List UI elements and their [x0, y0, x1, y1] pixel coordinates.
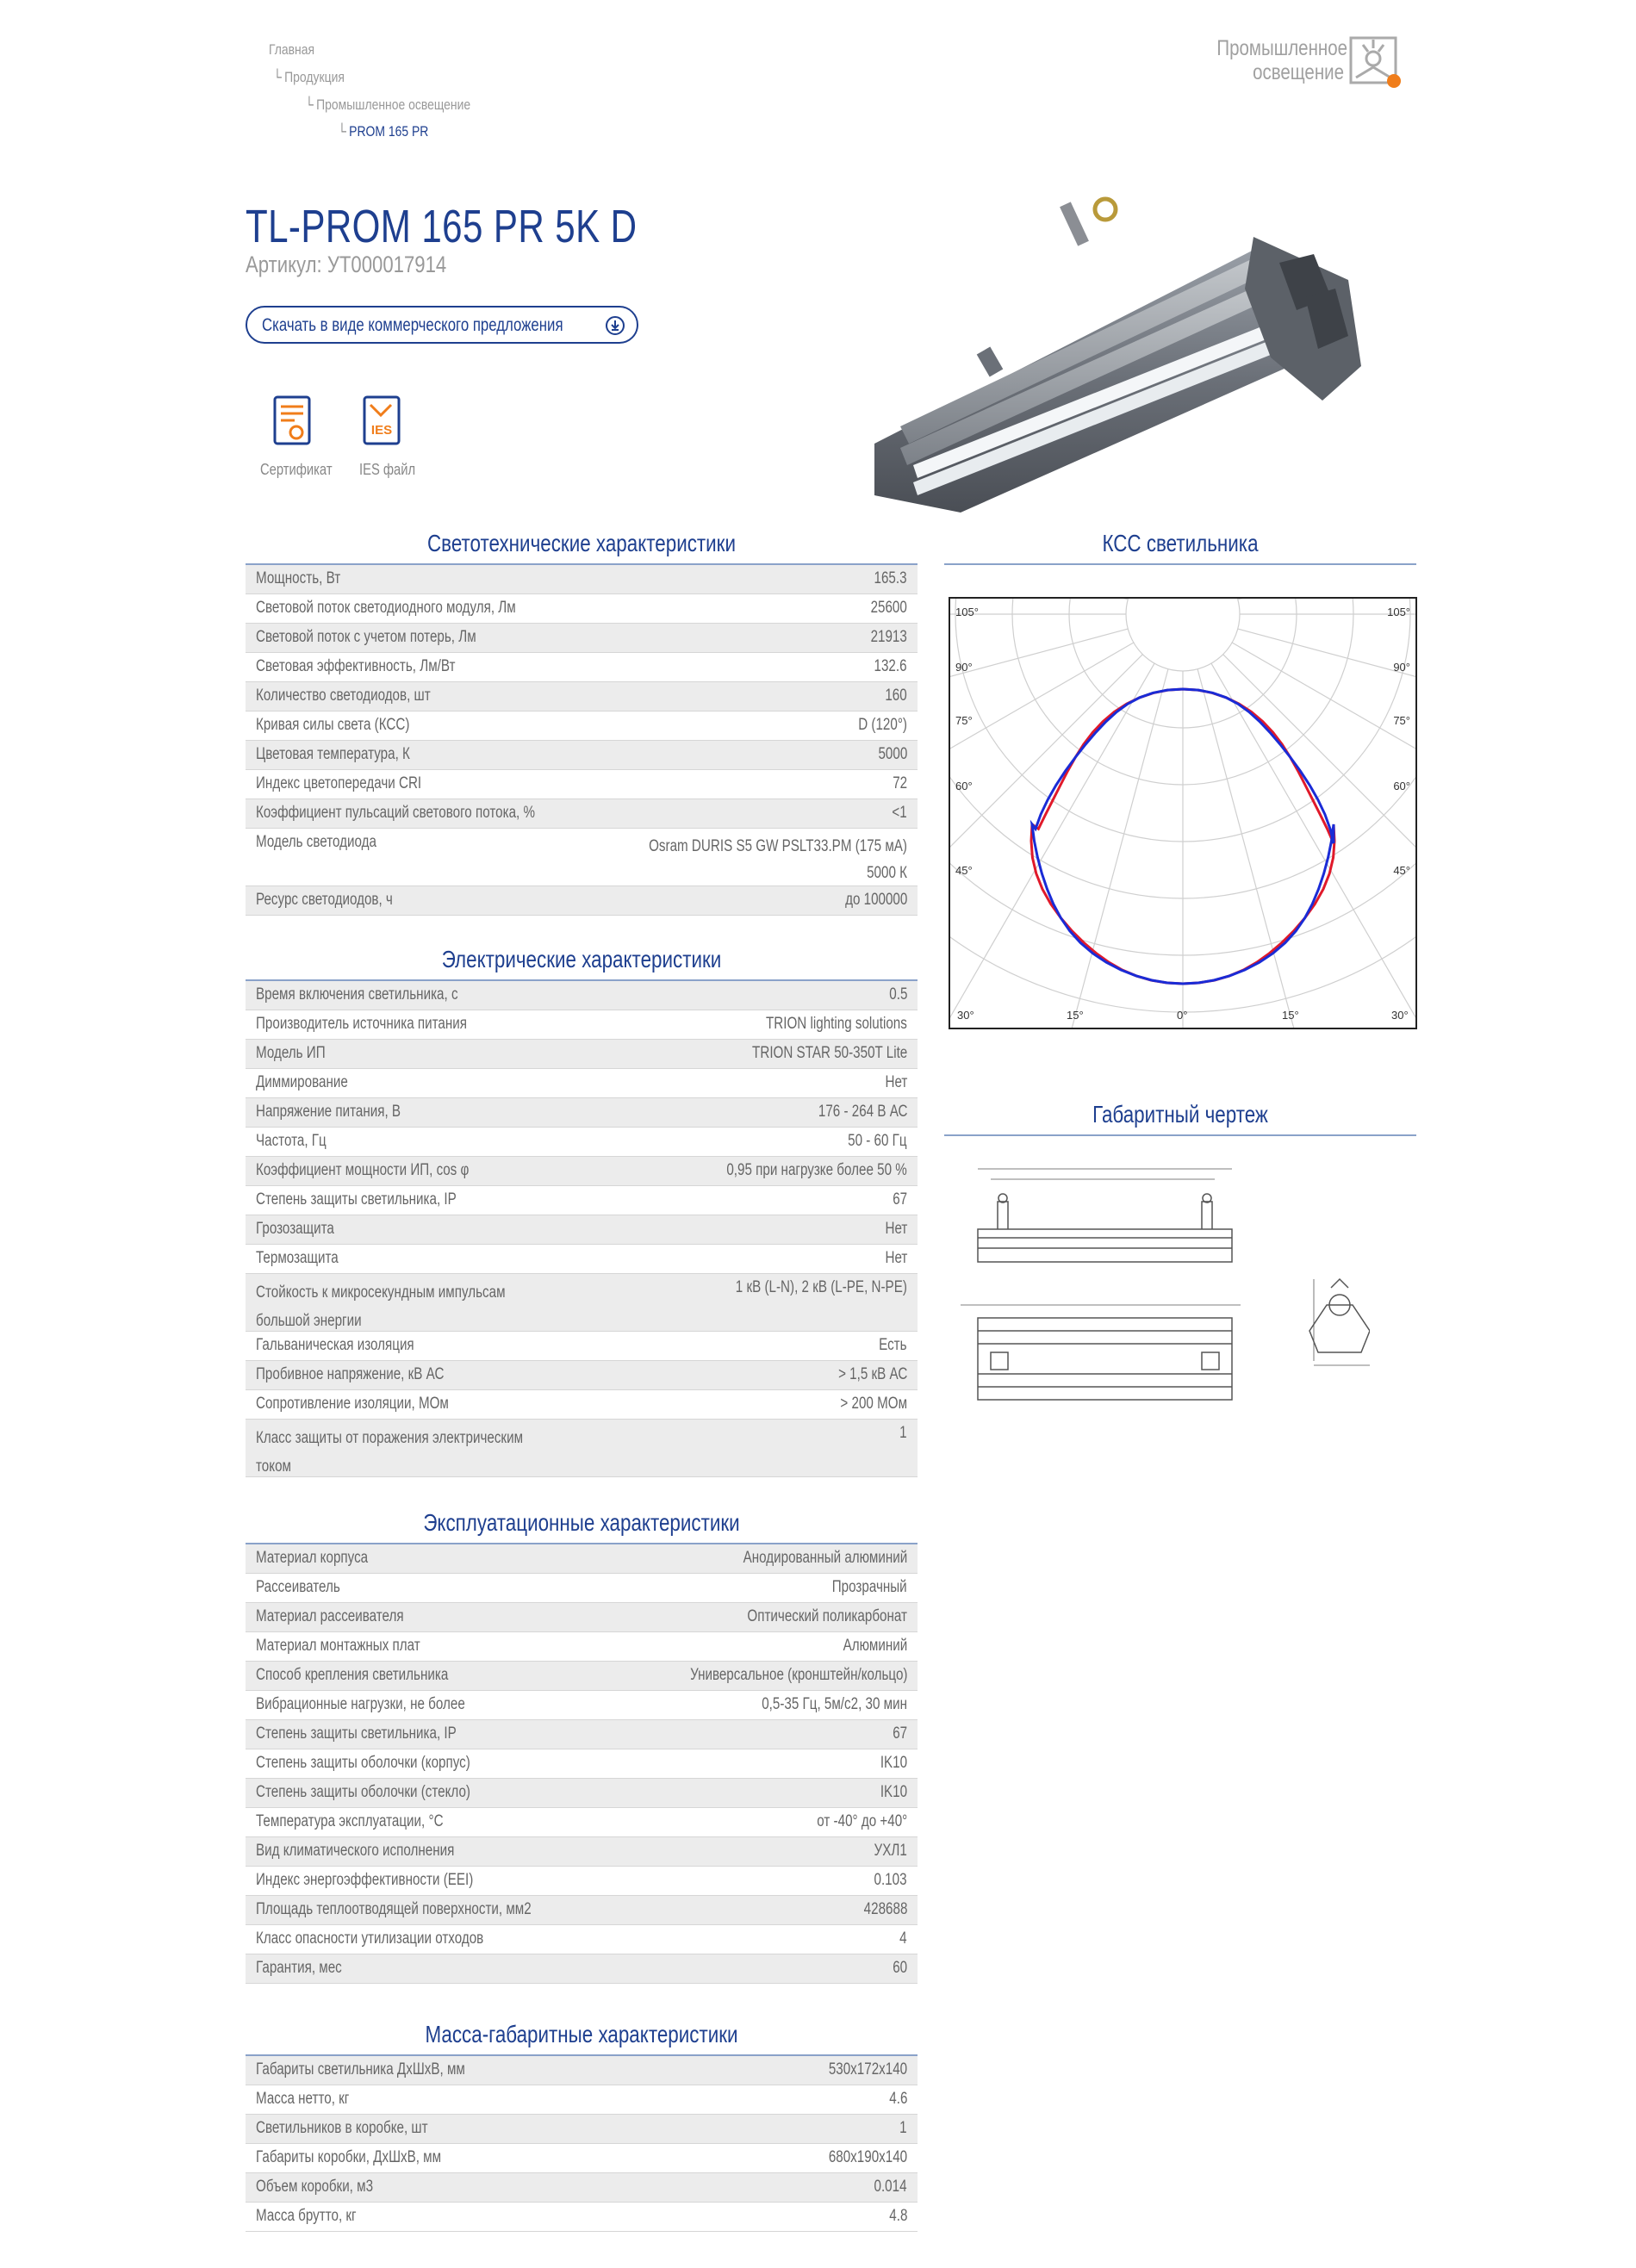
table-row [246, 594, 918, 624]
table-row [246, 1954, 918, 1984]
spec-value: TRION STAR 50-350T Lite [751, 1044, 907, 1062]
table-row [246, 1896, 918, 1925]
spec-key: Диммирование [256, 1073, 348, 1091]
table-row [246, 2203, 918, 2232]
spec-value: Оптический поликарбонат [747, 1607, 907, 1625]
spec-value: <1 [892, 804, 907, 822]
table-row [246, 886, 918, 916]
spec-key: Объем коробки, м3 [256, 2178, 374, 2196]
section-title-mass: Масса-габаритные характеристики [425, 2021, 738, 2047]
download-offer-label: Скачать в виде коммерческого предложения [262, 315, 563, 335]
spec-value: Нет [885, 1249, 907, 1267]
table-row [246, 1390, 918, 1420]
certificate-label: Сертификат [260, 461, 333, 478]
light-spec-table [246, 565, 918, 916]
table-row [246, 1837, 918, 1867]
breadcrumb-label: Продукция [284, 69, 345, 85]
spec-key: Площадь теплоотводящей поверхности, мм2 [256, 1900, 532, 1918]
product-article: Артикул: УТ000017914 [246, 252, 447, 277]
kss-angle-right: 60° [1393, 780, 1410, 792]
kss-angle-right: 90° [1393, 661, 1410, 674]
tree-corner-icon: └ [338, 123, 346, 140]
spec-key: Термозащита [256, 1249, 339, 1267]
spec-value: 0,95 при нагрузке более 50 % [726, 1161, 907, 1179]
table-row [246, 1867, 918, 1896]
spec-value: 428688 [863, 1900, 907, 1918]
spec-value: 1 [899, 1424, 907, 1442]
table-row [246, 1603, 918, 1632]
spec-key: Грозозащита [256, 1220, 334, 1238]
spec-key: Гальваническая изоляция [256, 1336, 414, 1354]
spec-key: Материал монтажных плат [256, 1637, 420, 1655]
kss-title: КСС светильника [1102, 530, 1259, 556]
spec-key: Сопротивление изоляции, МОм [256, 1395, 449, 1413]
spec-key: Кривая силы света (КСС) [256, 716, 410, 734]
spec-value: 67 [893, 1190, 907, 1209]
table-row [246, 829, 918, 886]
spec-key: Габариты коробки, ДхШхВ, мм [256, 2148, 442, 2166]
kss-angle-left: 90° [955, 661, 973, 674]
category-line-1: Промышленное [1216, 36, 1348, 60]
spec-key: Материал корпуса [256, 1549, 369, 1567]
spec-key: Цветовая температура, К [256, 745, 410, 763]
spec-value: 67 [893, 1724, 907, 1743]
spec-value: 5000 [878, 745, 907, 763]
section-title-electric: Электрические характеристики [441, 946, 722, 972]
table-row [246, 1274, 918, 1332]
breadcrumb-label: Промышленное освещение [316, 96, 471, 113]
spec-value: TRION lighting solutions [766, 1015, 907, 1033]
breadcrumb-label: PROM 165 PR [349, 123, 429, 140]
certificate-link[interactable] [272, 395, 315, 452]
spec-key: Температура эксплуатации, °С [256, 1812, 444, 1830]
spec-key: Мощность, Вт [256, 569, 341, 587]
kss-angle-right: 45° [1393, 864, 1410, 877]
ies-file-label: IES файл [359, 461, 416, 478]
kss-angle-right: 75° [1393, 714, 1410, 727]
product-title: TL-PROM 165 PR 5K D [246, 201, 638, 252]
table-row [246, 2144, 918, 2173]
table-row [246, 1720, 918, 1749]
kss-angle-left: 45° [955, 864, 973, 877]
spec-key: Вибрационные нагрузки, не более [256, 1695, 465, 1713]
ies-file-link[interactable] [362, 395, 405, 452]
spec-key: Степень защиты оболочки (стекло) [256, 1783, 470, 1801]
spec-key: Светильников в коробке, шт [256, 2119, 428, 2137]
category-label [1216, 36, 1348, 84]
spec-value: Osram DURIS S5 GW PSLT33.PM (175 мА) 5000 К [649, 837, 907, 882]
spec-value: 160 [885, 687, 907, 705]
product-image [866, 194, 1409, 521]
spec-value: 0,5-35 Гц, 5м/с2, 30 мин [762, 1695, 907, 1713]
table-row [246, 1420, 918, 1477]
spec-key: Гарантия, мес [256, 1959, 342, 1977]
kss-angle-bottom: 0° [1177, 1009, 1188, 1022]
table-row [246, 2115, 918, 2144]
table-row [246, 799, 918, 829]
table-row [246, 741, 918, 770]
spec-value: 132.6 [874, 657, 907, 675]
table-row [246, 2173, 918, 2203]
spec-value: 72 [893, 774, 907, 792]
spec-key: Напряжение питания, В [256, 1103, 401, 1121]
kss-angle-right: 105° [1387, 606, 1410, 618]
table-row [246, 1691, 918, 1720]
table-row [246, 1157, 918, 1186]
table-row [246, 1632, 918, 1662]
table-row [246, 1574, 918, 1603]
spec-key: Масса нетто, кг [256, 2090, 350, 2108]
table-row [246, 1779, 918, 1808]
table-row [246, 2056, 918, 2085]
spec-key: Вид климатического исполнения [256, 1842, 455, 1860]
spec-key: Коэффициент мощности ИП, cos φ [256, 1161, 470, 1179]
table-row [246, 1245, 918, 1274]
spec-value: 4.8 [888, 2207, 907, 2225]
breadcrumb-industrial[interactable] [305, 96, 470, 114]
spec-value: 21913 [870, 628, 907, 646]
table-row [246, 682, 918, 711]
mass-spec-table [246, 2056, 918, 2232]
spec-value: 530x172x140 [828, 2060, 907, 2078]
spec-value: Анодированный алюминий [743, 1549, 907, 1567]
spec-key: Степень защиты оболочки (корпус) [256, 1754, 470, 1772]
spec-key: Модель светодиода [256, 833, 376, 851]
kss-angle-left: 75° [955, 714, 973, 727]
table-row [246, 1662, 918, 1691]
dimension-drawing [956, 1159, 1370, 1417]
tree-corner-icon: └ [273, 69, 282, 85]
table-row [246, 2085, 918, 2115]
kss-grid-ray [1238, 629, 1415, 770]
section-title-light: Светотехнические характеристики [427, 530, 736, 556]
spec-value: D (120°) [858, 716, 907, 734]
spec-key: Степень защиты светильника, IP [256, 1724, 457, 1743]
spec-key: Количество светодиодов, шт [256, 687, 431, 705]
spec-value: 165.3 [874, 569, 907, 587]
spec-key: Габариты светильника ДхШхВ, мм [256, 2060, 465, 2078]
spec-key: Класс защиты от поражения электрическим током [256, 1429, 524, 1476]
table-row [246, 1925, 918, 1954]
table-row [246, 1069, 918, 1098]
table-row [246, 711, 918, 741]
spec-key: Световая эффективность, Лм/Вт [256, 657, 456, 675]
spec-key: Стойкость к микросекундным импульсам большой энергии [256, 1283, 506, 1330]
table-row [246, 1361, 918, 1390]
spec-key: Материал рассеивателя [256, 1607, 404, 1625]
table-row [246, 1098, 918, 1128]
spec-key: Коэффициент пульсаций светового потока, % [256, 804, 535, 822]
spec-value: 1 кВ (L-N), 2 кВ (L-PE, N-PE) [735, 1278, 907, 1296]
kss-angle-left: 105° [955, 606, 979, 618]
spec-value: Универсальное (кронштейн/кольцо) [689, 1666, 907, 1684]
spec-value: Алюминий [843, 1637, 907, 1655]
industrial-lighting-icon [1349, 36, 1403, 90]
table-row [246, 653, 918, 682]
tree-corner-icon: └ [305, 96, 314, 113]
spec-key: Пробивное напряжение, кВ АС [256, 1365, 445, 1383]
spec-value: > 200 МОм [840, 1395, 907, 1413]
spec-key: Масса брутто, кг [256, 2207, 357, 2225]
table-row [246, 624, 918, 653]
breadcrumb-products[interactable] [273, 69, 345, 86]
spec-value: Нет [885, 1220, 907, 1238]
spec-value: до 100000 [844, 891, 907, 909]
table-row [246, 981, 918, 1010]
spec-key: Ресурс светодиодов, ч [256, 891, 393, 909]
kss-grid-ray [950, 655, 1142, 1028]
download-icon [606, 316, 625, 335]
spec-value: 25600 [870, 599, 907, 617]
spec-value: 0.014 [874, 2178, 907, 2196]
kss-chart [949, 597, 1417, 1029]
spec-value: IK10 [880, 1754, 907, 1772]
download-offer-button[interactable] [246, 306, 638, 344]
table-row [246, 770, 918, 799]
spec-value: 680x190x140 [828, 2148, 907, 2166]
table-row [246, 1186, 918, 1215]
spec-key: Модель ИП [256, 1044, 326, 1062]
spec-value: от -40° до +40° [817, 1812, 907, 1830]
table-row [246, 1040, 918, 1069]
table-row [246, 1544, 918, 1574]
kss-grid-ring [1126, 599, 1240, 671]
table-row [246, 1808, 918, 1837]
kss-grid-ray [950, 599, 1128, 600]
operation-spec-table [246, 1544, 918, 1984]
spec-value: Прозрачный [832, 1578, 907, 1596]
spec-value: 0.103 [874, 1871, 907, 1889]
spec-value: 60 [893, 1959, 907, 1977]
spec-value: > 1,5 кВ АС [837, 1365, 907, 1383]
ies-badge-text: IES [370, 423, 393, 438]
kss-angle-bottom: 15° [1282, 1009, 1299, 1022]
kss-angle-bottom: 15° [1067, 1009, 1084, 1022]
spec-value: УХЛ1 [874, 1842, 907, 1860]
kss-grid-ray [1238, 599, 1415, 600]
spec-key: Способ крепления светильника [256, 1666, 449, 1684]
section-divider [944, 563, 1416, 565]
spec-value: 50 - 60 Гц [848, 1132, 907, 1150]
spec-key: Рассеиватель [256, 1578, 340, 1596]
spec-value: 4 [899, 1929, 907, 1948]
table-row [246, 1332, 918, 1361]
spec-key: Время включения светильника, с [256, 985, 458, 1004]
section-title-operation: Эксплуатационные характеристики [423, 1509, 740, 1536]
kss-angle-bottom: 30° [1391, 1009, 1409, 1022]
electric-spec-table [246, 981, 918, 1477]
spec-value: 0.5 [888, 985, 907, 1004]
section-divider [944, 1134, 1416, 1136]
spec-value: IK10 [880, 1783, 907, 1801]
spec-key: Производитель источника питания [256, 1015, 467, 1033]
spec-value: 1 [899, 2119, 907, 2137]
table-row [246, 1749, 918, 1779]
table-row [246, 1128, 918, 1157]
table-row [246, 1010, 918, 1040]
table-row [246, 565, 918, 594]
kss-angle-left: 60° [955, 780, 973, 792]
kss-angle-bottom: 30° [957, 1009, 974, 1022]
kss-polar-diagram [950, 599, 1415, 1028]
breadcrumb-current [338, 123, 428, 140]
spec-key: Класс опасности утилизации отходов [256, 1929, 484, 1948]
breadcrumb-home[interactable]: Главная [269, 41, 315, 58]
spec-key: Световой поток с учетом потерь, Лм [256, 628, 476, 646]
spec-key: Индекс цветопередачи CRI [256, 774, 422, 792]
spec-key: Частота, Гц [256, 1132, 327, 1150]
certificate-icon [272, 395, 315, 448]
spec-value: Есть [879, 1336, 907, 1354]
spec-key: Индекс энергоэффективности (EEI) [256, 1871, 474, 1889]
ies-file-icon [362, 395, 405, 448]
dimension-drawing-title: Габаритный чертеж [1092, 1101, 1268, 1128]
spec-key: Световой поток светодиодного модуля, Лм [256, 599, 516, 617]
spec-value: 4.6 [888, 2090, 907, 2108]
category-line-2: освещение [1253, 60, 1344, 84]
kss-grid-ray [950, 629, 1128, 770]
kss-grid-ray [1223, 655, 1415, 1028]
table-row [246, 1215, 918, 1245]
spec-value: Нет [885, 1073, 907, 1091]
spec-value: 176 - 264 В АС [818, 1103, 907, 1121]
spec-key: Степень защиты светильника, IP [256, 1190, 457, 1209]
